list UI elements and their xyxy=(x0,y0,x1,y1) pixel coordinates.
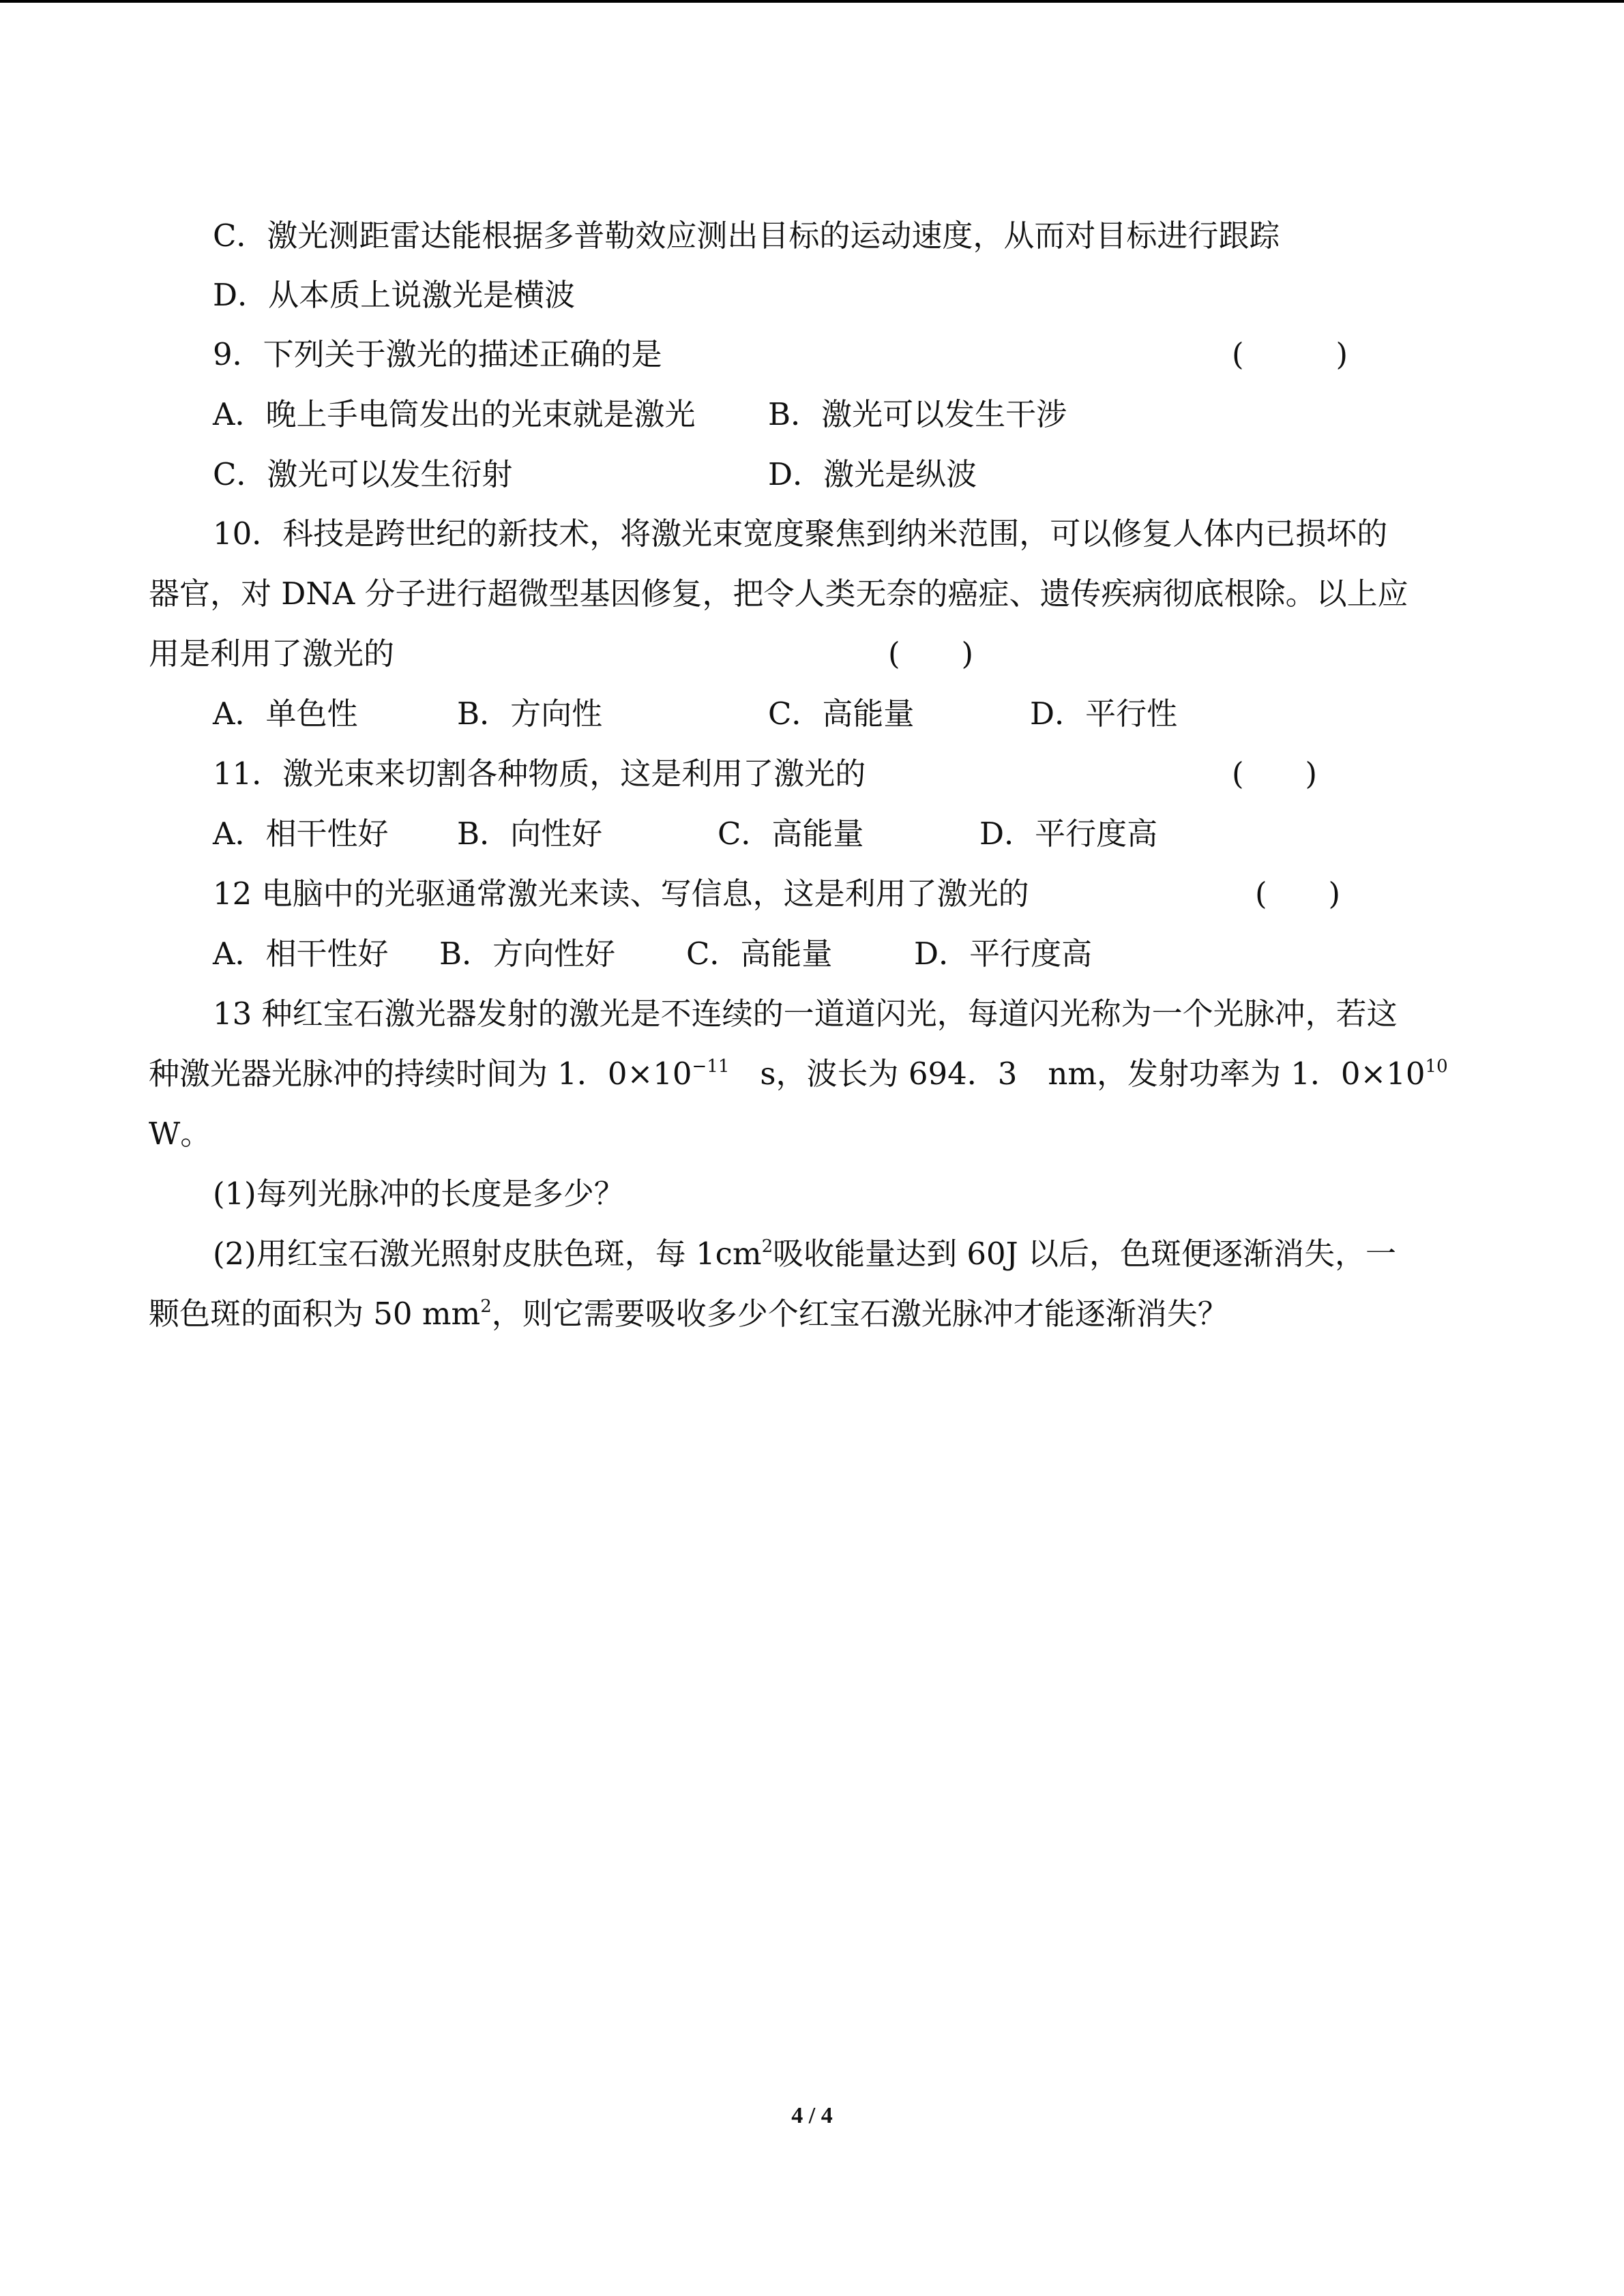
page-number: 4 / 4 xyxy=(791,2103,833,2128)
q10-stem-line3: 用是利用了激光的 xyxy=(149,636,395,672)
q12-option-a: A．相干性好 xyxy=(213,936,389,972)
q13-sub-question-2-line1 xyxy=(213,1234,1396,1274)
q8-option-c: C．激光测距雷达能根据多普勒效应测出目标的运动速度，从而对目标进行跟踪 xyxy=(213,218,1280,254)
q9-option-a: A．晚上手电筒发出的光束就是激光 xyxy=(213,396,696,432)
q13-sub2-exponent: 2 xyxy=(761,1236,773,1257)
q13-stem-line1: 13 种红宝石激光器发射的激光是不连续的一道道闪光，每道闪光称为一个光脉冲，若这 xyxy=(213,996,1398,1032)
q10-option-c: C．高能量 xyxy=(768,696,915,732)
q10-stem-line1: 10．科技是跨世纪的新技术，将激光束宽度聚焦到纳米范围，可以修复人体内已损坏的 xyxy=(213,516,1388,552)
q13-duration-exponent: −11 xyxy=(692,1056,730,1077)
q9-option-d: D．激光是纵波 xyxy=(768,456,977,492)
q10-option-a: A．单色性 xyxy=(213,696,358,732)
q11-option-c: C．高能量 xyxy=(718,816,864,852)
q11-answer-parens: ( ) xyxy=(1232,756,1318,792)
q13-sub2-line2-exponent: 2 xyxy=(480,1296,492,1317)
q12-option-c: C．高能量 xyxy=(686,936,833,972)
q13-sub2-text-b: 吸收能量达到 60J 以后，色斑便逐渐消失，一 xyxy=(773,1236,1397,1272)
q9-stem: 9．下列关于激光的描述正确的是 xyxy=(213,336,662,372)
q11-option-a: A．相干性好 xyxy=(213,816,389,852)
q13-sub2-line2-text-a: 颗色斑的面积为 50 mm xyxy=(149,1296,481,1332)
q8-option-d: D．从本质上说激光是横波 xyxy=(213,277,576,313)
q10-answer-parens: ( ) xyxy=(888,636,974,672)
q11-option-b: B．向性好 xyxy=(457,816,603,852)
q12-option-b: B．方向性好 xyxy=(439,936,616,972)
q13-wavelength-power-text: s，波长为 694．3 nm，发射功率为 1．0×10 xyxy=(729,1056,1426,1092)
q13-sub2-line2-text-b: ，则它需要吸收多少个红宝石激光脉冲才能逐渐消失？ xyxy=(491,1296,1228,1332)
top-border-rule xyxy=(0,0,1624,3)
q13-sub2-text-a: (2)用红宝石激光照射皮肤色斑，每 1cm xyxy=(213,1236,762,1272)
q9-answer-parens: ( ) xyxy=(1232,336,1348,372)
q11-stem: 11．激光束来切割各种物质，这是利用了激光的 xyxy=(213,756,866,792)
q10-stem-line2: 器官，对 DNA 分子进行超微型基因修复，把令人类无奈的癌症、遗传疾病彻底根除。以上应 xyxy=(149,576,1408,612)
q13-sub-question-2-line2 xyxy=(149,1294,1228,1335)
q13-duration-text: 种激光器光脉冲的持续时间为 1．0×10 xyxy=(149,1056,692,1092)
q10-option-b: B．方向性 xyxy=(457,696,603,732)
q12-answer-parens: ( ) xyxy=(1255,876,1341,912)
q13-sub-question-1: (1)每列光脉冲的长度是多少？ xyxy=(213,1176,625,1212)
q13-stem-line3: W。 xyxy=(149,1116,211,1152)
q9-option-c: C．激光可以发生衍射 xyxy=(213,456,513,492)
q13-stem-line2 xyxy=(149,1054,1448,1094)
q9-option-b: B．激光可以发生干涉 xyxy=(768,396,1067,432)
q11-option-d: D．平行度高 xyxy=(979,816,1158,852)
q12-option-d: D．平行度高 xyxy=(914,936,1093,972)
q12-stem: 12 电脑中的光驱通常激光来读、写信息，这是利用了激光的 xyxy=(213,876,1029,912)
q10-option-d: D．平行性 xyxy=(1030,696,1178,732)
q13-power-exponent: 10 xyxy=(1425,1056,1448,1077)
